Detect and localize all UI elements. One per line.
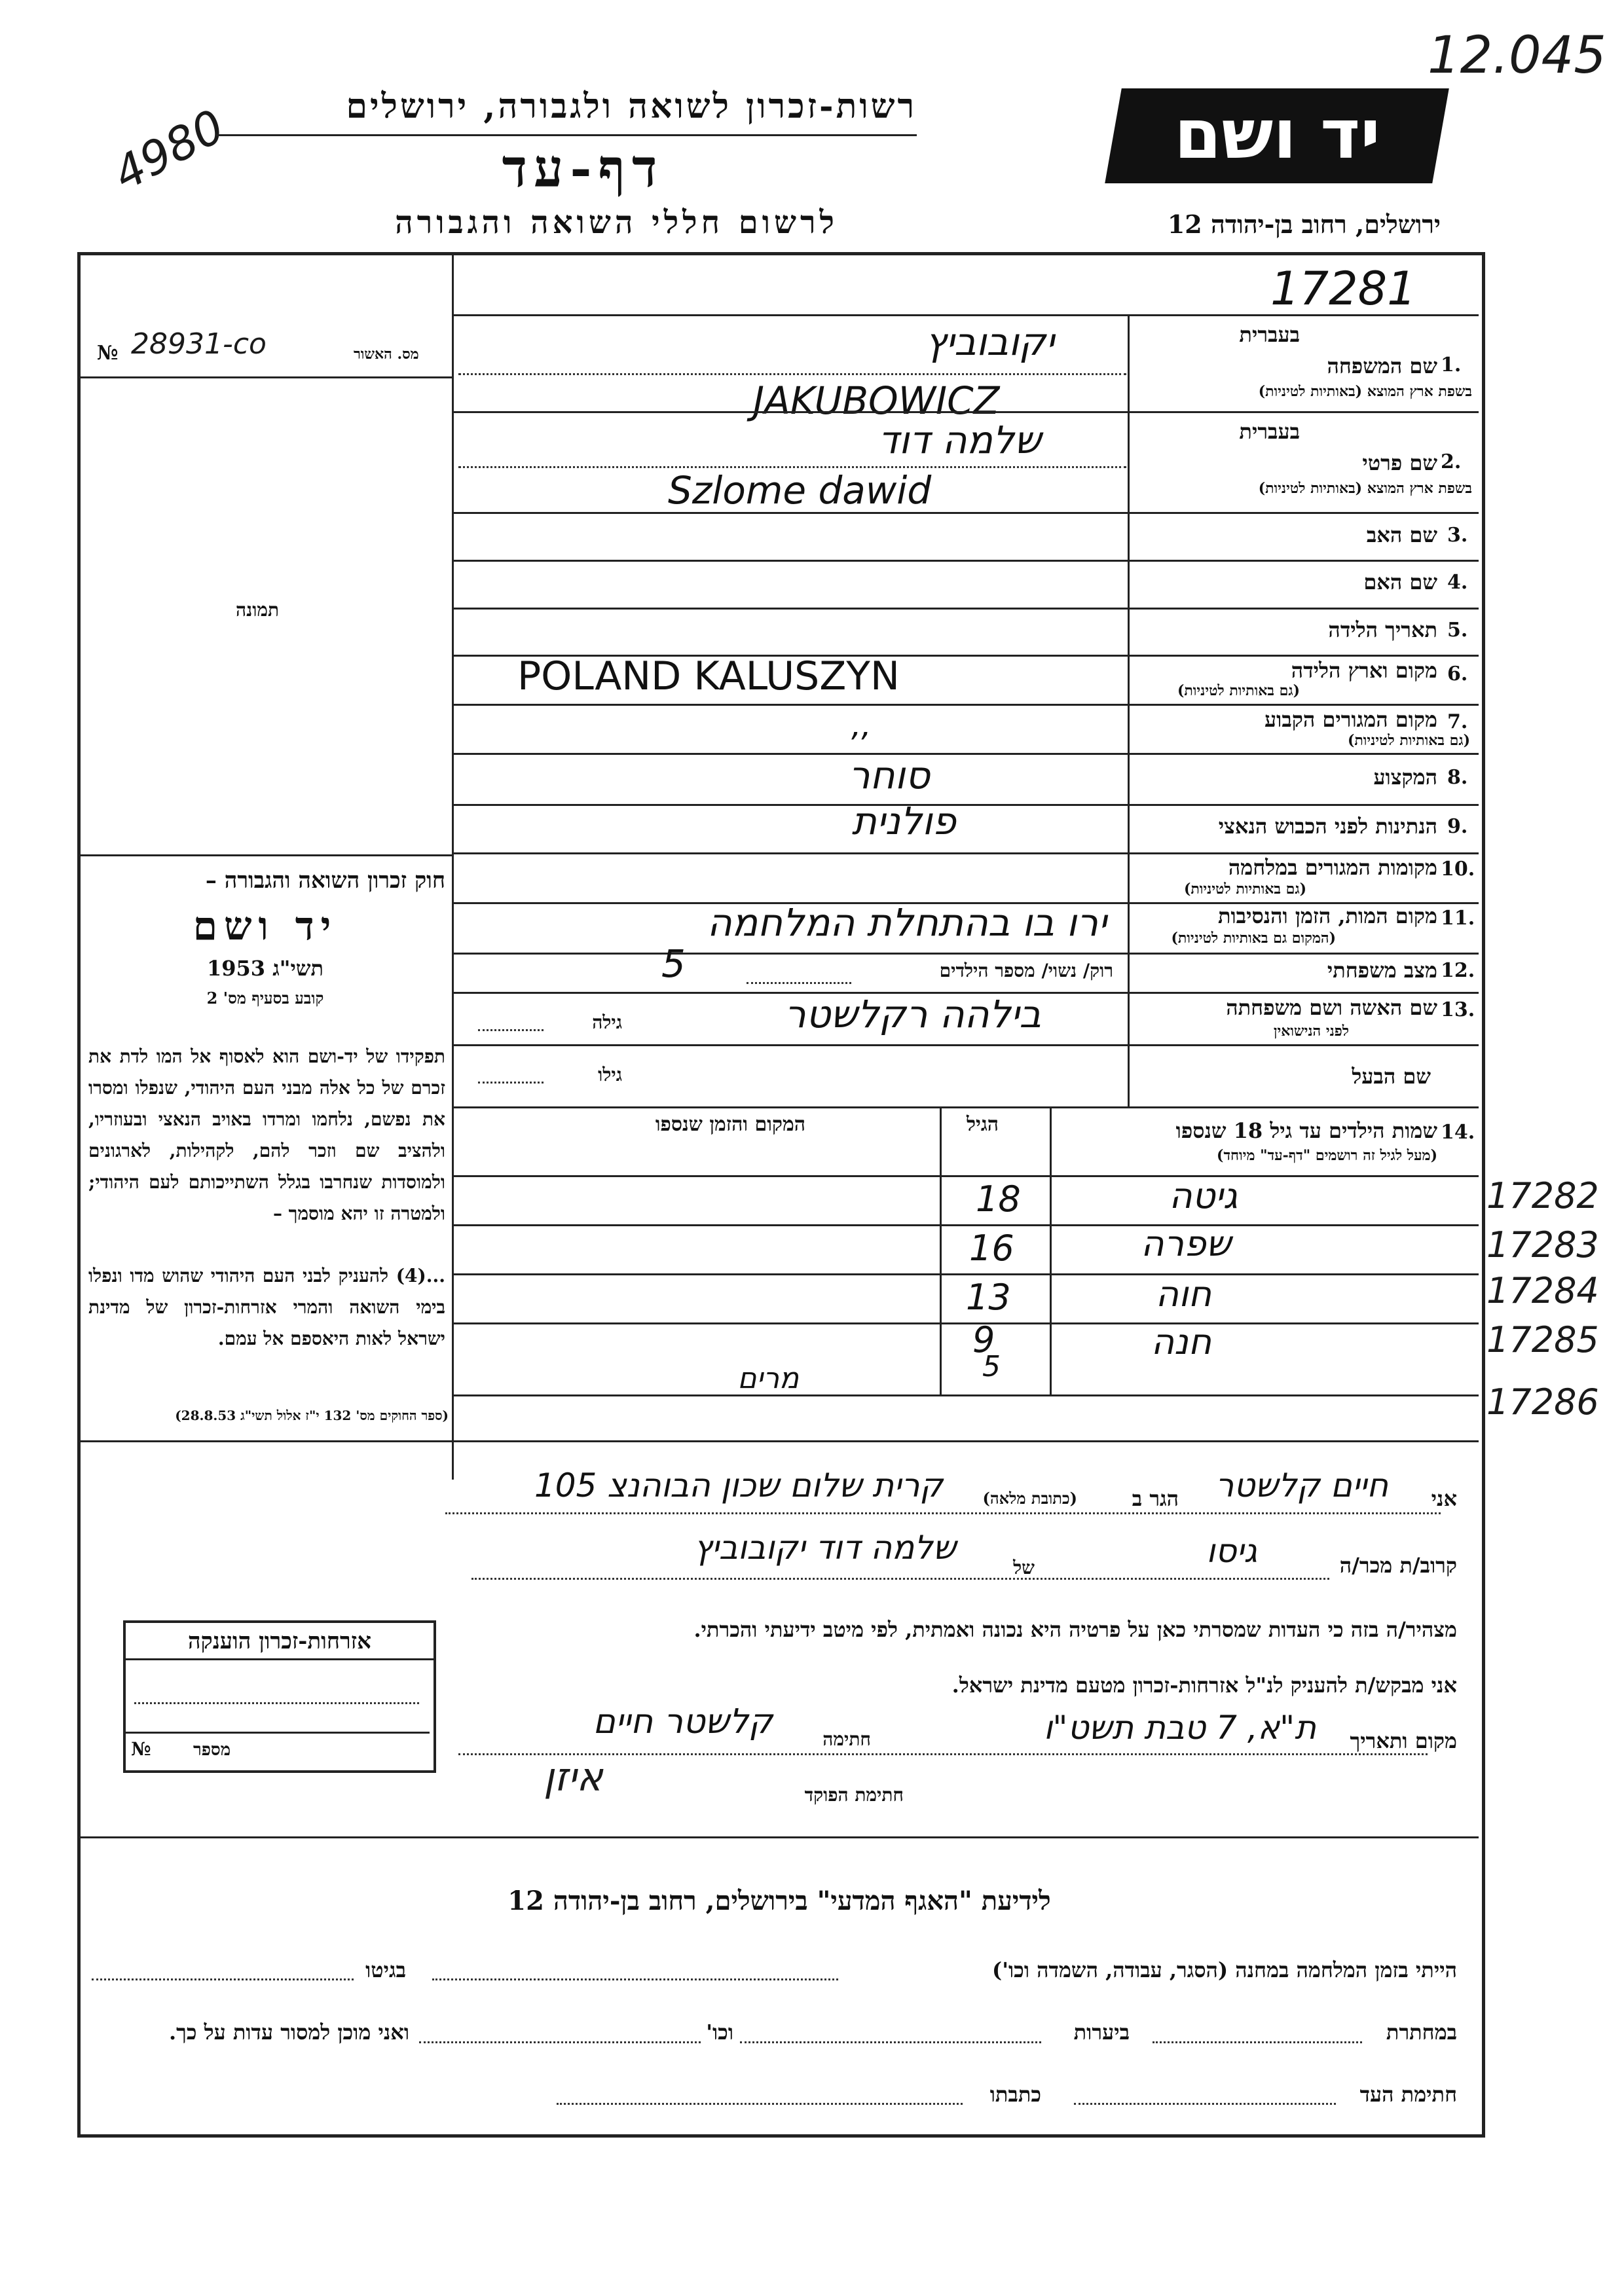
decl-address-value: קרית שלום שכון הבוהנצ 105 xyxy=(534,1467,943,1504)
field-1-number: 1. xyxy=(1441,354,1462,376)
law-citation: (ספר החוקים מס' 132 י"ז אלול תשי"ג 28.8.53) xyxy=(175,1408,449,1423)
field-6-number: 6. xyxy=(1447,663,1468,685)
permit-label: מס. האשור xyxy=(354,346,419,363)
decl-i-label: אני xyxy=(1431,1486,1457,1511)
footer-line-2-start: במחתרת xyxy=(1386,2020,1457,2045)
corner-number: 4980 xyxy=(105,99,233,202)
decl-officer-label: חתימת הפוקד xyxy=(804,1784,904,1806)
child-extra-name: מרים xyxy=(737,1362,799,1395)
field-9-number: 9. xyxy=(1447,815,1468,838)
footer-line-3-blank-1 xyxy=(1074,2103,1336,2105)
field-3-number: 3. xyxy=(1447,524,1468,547)
child-3-record: 17284 xyxy=(1486,1270,1599,1311)
field-9-line xyxy=(452,852,1479,854)
children-header-place: המקום והזמן שנספו xyxy=(655,1113,805,1136)
footer-line-2-blank-3 xyxy=(419,2041,701,2043)
children-header-age: הגיל xyxy=(966,1113,999,1136)
child-2-age: 16 xyxy=(969,1228,1014,1269)
label-column-divider xyxy=(1128,314,1130,1106)
decl-place-date-value: ת"א, 7 טבת תשט"ו xyxy=(1043,1709,1316,1747)
field-12-children-line xyxy=(747,982,851,984)
decl-signature-value: קלשטר חיים xyxy=(593,1702,773,1741)
children-header-names: שמות הילדים עד גיל 18 שנספו xyxy=(1175,1118,1437,1143)
child-1-age: 18 xyxy=(976,1178,1021,1220)
children-bottom-line xyxy=(452,1394,1479,1396)
child-extra-record: 17286 xyxy=(1486,1381,1599,1423)
decl-declarant: חיים קלשטר xyxy=(1215,1467,1388,1504)
photo-label: תמונה xyxy=(236,599,280,621)
law-section: קובע בסעיף מס' 2 xyxy=(206,989,324,1008)
citizenship-box-no-symbol: № xyxy=(131,1738,151,1760)
child-3-age: 13 xyxy=(966,1277,1011,1318)
child-2-record: 17283 xyxy=(1486,1224,1599,1266)
footer-line-3-mid: כתבתו xyxy=(989,2082,1041,2107)
permit-line xyxy=(79,376,452,378)
field-2-sub: בשפת ארץ המוצא (באותיות לטיניות) xyxy=(1258,480,1472,497)
footer-line-1-blank-2 xyxy=(92,1978,354,1980)
field-12-number: 12. xyxy=(1441,959,1475,982)
child-extra-age: 5 xyxy=(982,1350,1001,1383)
citizenship-box-line-2 xyxy=(124,1732,430,1734)
decl-of-line xyxy=(471,1578,1329,1580)
field-6-line xyxy=(452,704,1479,706)
field-1-value-latin: JAKUBOWICZ xyxy=(753,378,1000,423)
children-header-line xyxy=(452,1175,1479,1177)
citizenship-box-number-label: מספר xyxy=(193,1740,231,1760)
top-row-line xyxy=(452,314,1479,316)
field-12-status-options: רוק/ נשוי/ מספר הילדים xyxy=(939,960,1113,981)
children-number: 14. xyxy=(1441,1121,1475,1144)
field-11-value: ירו בו בהתחלת המלחמה xyxy=(707,900,1107,945)
field-2-number: 2. xyxy=(1441,450,1462,473)
field-4-label: שם האם xyxy=(1363,570,1437,594)
field-5-label: תאריך הלידה xyxy=(1328,617,1437,642)
decl-address-label: (כתובת מלאה) xyxy=(982,1489,1077,1508)
field-2-label: שם פרטי xyxy=(1362,450,1437,475)
field-11-number: 11. xyxy=(1441,907,1475,930)
officer-signature: איזן xyxy=(544,1755,603,1800)
footer-line-1-end: בגיטו xyxy=(365,1958,406,1982)
field-11-sub: (המקום גם באותיות לטיניות) xyxy=(1171,930,1336,947)
field-1-label: שם המשפחה xyxy=(1327,354,1437,378)
field-4-number: 4. xyxy=(1447,571,1468,594)
field-5-number: 5. xyxy=(1447,619,1468,642)
field-7-value: ,, xyxy=(851,707,872,744)
decl-signature-label: חתימה xyxy=(822,1728,871,1750)
law-name: יד ושם xyxy=(193,903,338,949)
authority-line: רשות-זכרון לשואה ולגבורה, ירושלים xyxy=(346,86,917,126)
field-10-label: מקומות המגורים במלחמה xyxy=(1228,855,1437,880)
decl-place-date-label: מקום ותאריך xyxy=(1350,1728,1457,1753)
child-row-1-line xyxy=(452,1224,1479,1226)
decl-place-line xyxy=(458,1753,1428,1755)
field-2-value-hebrew: שלמה דוד xyxy=(878,418,1041,462)
form-title: דף-עד xyxy=(502,137,664,199)
decl-relation-value: גיסו xyxy=(1206,1532,1257,1570)
footer-line-2-mid2: וכו' xyxy=(706,2020,733,2045)
citizenship-box xyxy=(123,1620,436,1773)
field-6-label: מקום וארץ הלידה xyxy=(1291,658,1437,683)
field-7-number: 7. xyxy=(1447,710,1468,733)
field-8-label: המקצוע xyxy=(1373,765,1437,790)
footer-line-2-blank-1 xyxy=(1153,2041,1362,2043)
permit-no-symbol: № xyxy=(97,342,119,365)
authority-underline xyxy=(216,134,917,136)
field-10-number: 10. xyxy=(1441,858,1475,881)
form-subtitle: לרשום חללי השואה והגבורה xyxy=(395,204,838,241)
law-text-2: ...(4) להעניק לבני העם היהודי שהוש מדו ונפלו בימי השואה והמרי אזרחות-זכרון של מדינת ישראל לאות היאספם אל עמם. xyxy=(88,1265,445,1349)
field-7-sub: (גם באותיות לטיניות) xyxy=(1347,732,1470,749)
child-3-name: חוה xyxy=(1155,1273,1211,1315)
permit-number: 28931-co xyxy=(131,327,267,361)
field-8-value: סוחר xyxy=(848,753,930,797)
child-2-name: שפרה xyxy=(1141,1223,1231,1264)
field-3-label: שם האב xyxy=(1366,522,1437,547)
field-7-line xyxy=(452,753,1479,755)
field-13-age-line xyxy=(478,1029,544,1031)
children-col-divider-1 xyxy=(940,1106,942,1394)
field-4-line xyxy=(452,608,1479,610)
field-11-line xyxy=(452,953,1479,955)
footer-top-line xyxy=(79,1836,1479,1838)
footer-line-2-blank-2 xyxy=(740,2041,1041,2043)
law-title: חוק זכרון השואה והגבורה – xyxy=(205,867,445,894)
child-row-2-line xyxy=(452,1273,1479,1275)
footer-line-1-blank xyxy=(432,1978,838,1980)
citizenship-box-line-1 xyxy=(134,1702,419,1704)
field-1-line xyxy=(452,411,1479,413)
law-text-1: תפקידו של יד-ושם הוא לאסוף אל המו לדת את זכרם של כל אלה מבני העם היהודי, שנפלו ומסרו את נפשם, נלחמו ומרדו באויב הנאצי ובעוזריו, ולהציב שם וזכר להם, לקהילות, לארגונים ולמוסדות שנחרבו בגלל השתייכותם לעם היהודי; ולמטרה זו יהא מוסמך – xyxy=(88,1046,445,1224)
field-1-sub: בשפת ארץ המוצא (באותיות לטיניות) xyxy=(1258,383,1472,400)
field-12-children-count: 5 xyxy=(661,941,686,986)
field-2-script-label: בעברית xyxy=(1239,419,1300,444)
field-7-label: מקום המגורים הקבוע xyxy=(1264,707,1437,732)
field-10-sub: (גם באותיות לטיניות) xyxy=(1183,881,1306,898)
field-13-value: בילהה רקלשטר xyxy=(784,992,1041,1036)
decl-of-value: שלמה דוד יקובוביץ xyxy=(693,1529,956,1567)
photo-bottom-line xyxy=(79,854,452,856)
decl-residing-label: הגר ב xyxy=(1132,1486,1179,1511)
field-1-script-label: בעברית xyxy=(1239,322,1300,347)
field-6-sub: (גם באותיות לטיניות) xyxy=(1177,682,1300,699)
child-1-record: 17282 xyxy=(1486,1175,1599,1216)
child-row-3-line xyxy=(452,1322,1479,1324)
footer-line-3-blank-2 xyxy=(557,2103,963,2105)
decl-statement-1: מצהיר/ה בזה כי העדות שמסרתי כאן על פרטיה היא נכונה ואמתית, לפי מיטב ידיעתי והכרתי. xyxy=(693,1617,1457,1642)
child-4-age: 9 xyxy=(972,1319,995,1360)
citizenship-box-title: אזרחות-זכרון הוענקה xyxy=(126,1628,434,1660)
field-13-number: 13. xyxy=(1441,998,1475,1021)
husband-label: שם הבעל xyxy=(1352,1064,1431,1089)
field-8-line xyxy=(452,804,1479,806)
decl-of-label: של xyxy=(1013,1557,1035,1578)
children-col-divider-2 xyxy=(1050,1106,1052,1394)
husband-age-label: גילו xyxy=(598,1064,622,1085)
footer-title: לידיעת "האגף המדעי" בירושלים, רחוב בן-יהודה 12 xyxy=(507,1886,1051,1916)
top-right-number: 12.045 xyxy=(1428,26,1606,85)
field-6-value: POLAND KALUSZYN xyxy=(517,653,900,699)
child-4-name: חנה xyxy=(1151,1321,1211,1362)
field-13-label: שם האשה ושם משפחתה xyxy=(1226,995,1437,1020)
footer-line-2-mid1: ביערות xyxy=(1073,2020,1130,2045)
note-line xyxy=(79,1440,1479,1442)
husband-line xyxy=(452,1106,1479,1108)
footer-line-1: הייתי בזמן המלחמה במחנה (הסגר, עבודה, השמדה וכו') xyxy=(992,1958,1457,1982)
husband-age-line xyxy=(478,1082,544,1084)
child-1-name: גיטה xyxy=(1169,1175,1238,1216)
yad-vashem-logo xyxy=(1105,88,1449,183)
child-4-record: 17285 xyxy=(1486,1319,1599,1360)
footer-line-3-start: חתימת העד xyxy=(1359,2082,1457,2107)
logo-text: יד ושם xyxy=(1173,94,1380,174)
field-3-line xyxy=(452,560,1479,562)
field-9-label: הנתינות לפני הכבוש הנאצי xyxy=(1218,814,1437,839)
address-line: ירושלים, רחוב בן-יהודה 12 xyxy=(1167,210,1441,239)
field-13-age-label: גילה xyxy=(592,1011,622,1033)
field-2-value-latin: Szlome dawid xyxy=(668,468,932,513)
footer-line-2-end: ואני מוכן למסור עדות על כך. xyxy=(168,2020,409,2045)
field-9-value: פולנית xyxy=(851,799,956,843)
field-13-line xyxy=(452,1044,1479,1046)
field-11-label: מקום המות, הזמן והנסיבות xyxy=(1217,903,1437,928)
children-header-names-sub: (מעל לגיל זה רושמים "דף-עד" מיוחד) xyxy=(1217,1147,1437,1164)
field-8-number: 8. xyxy=(1447,766,1468,789)
field-12-label: מצב משפחתי xyxy=(1327,958,1437,983)
law-year: תשי"ג 1953 xyxy=(207,956,323,981)
field-1-value-hebrew: יקובוביץ xyxy=(925,319,1054,364)
field-13-sub: לפני הנישואין xyxy=(1273,1023,1349,1040)
decl-address-line xyxy=(445,1512,1441,1514)
field-2-line xyxy=(452,512,1479,514)
decl-statement-2: אני מבקש/ת להעניק לנ"ל אזרחות-זכרון מטעם מדינת ישראל. xyxy=(951,1673,1457,1698)
field-1-line-a xyxy=(458,373,1126,375)
sidebar-divider xyxy=(452,255,454,1480)
record-number: 17281 xyxy=(1270,262,1416,316)
decl-relative-label: קרוב/ת מכר/ה xyxy=(1339,1553,1457,1578)
